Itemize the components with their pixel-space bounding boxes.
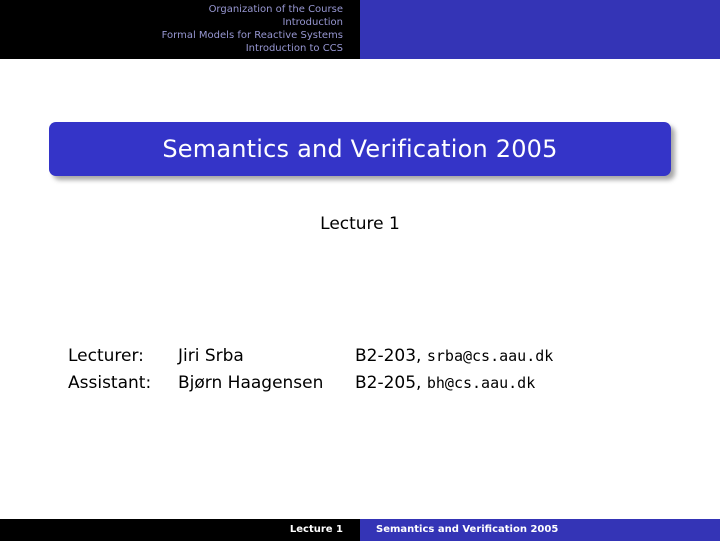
footer-lecture-label: Lecture 1	[289, 524, 343, 535]
staff-contact	[355, 342, 553, 369]
staff-table	[68, 342, 553, 396]
staff-office: B2-205,	[355, 372, 427, 393]
staff-role: Assistant:	[68, 372, 152, 393]
staff-role: Lecturer:	[68, 345, 144, 366]
footer-left-panel	[0, 519, 360, 541]
staff-email[interactable]: srba@cs.aau.dk	[426, 346, 554, 365]
nav-item-organization[interactable]: Organization of the Course	[208, 4, 343, 15]
footer-right-panel	[360, 519, 720, 541]
title-box	[49, 122, 671, 176]
footer-course-title: Semantics and Verification 2005	[376, 524, 559, 535]
footer-bar	[0, 519, 720, 541]
nav-item-introduction[interactable]: Introduction	[282, 17, 343, 28]
slide-subtitle: Lecture 1	[320, 214, 400, 234]
staff-email[interactable]: bh@cs.aau.dk	[426, 373, 536, 392]
staff-contact	[355, 369, 553, 396]
section-navigation	[162, 3, 343, 55]
slide-title: Semantics and Verification 2005	[162, 135, 558, 163]
staff-row-assistant	[68, 369, 553, 396]
header-right-panel	[360, 0, 720, 59]
top-header	[0, 0, 720, 59]
nav-item-intro-ccs[interactable]: Introduction to CCS	[245, 43, 343, 54]
staff-office: B2-203,	[355, 345, 427, 366]
staff-row-lecturer	[68, 342, 553, 369]
staff-name: Bjørn Haagensen	[178, 372, 324, 393]
header-left-panel	[0, 0, 360, 59]
staff-name: Jiri Srba	[178, 345, 244, 366]
nav-item-formal-models[interactable]: Formal Models for Reactive Systems	[161, 30, 343, 41]
